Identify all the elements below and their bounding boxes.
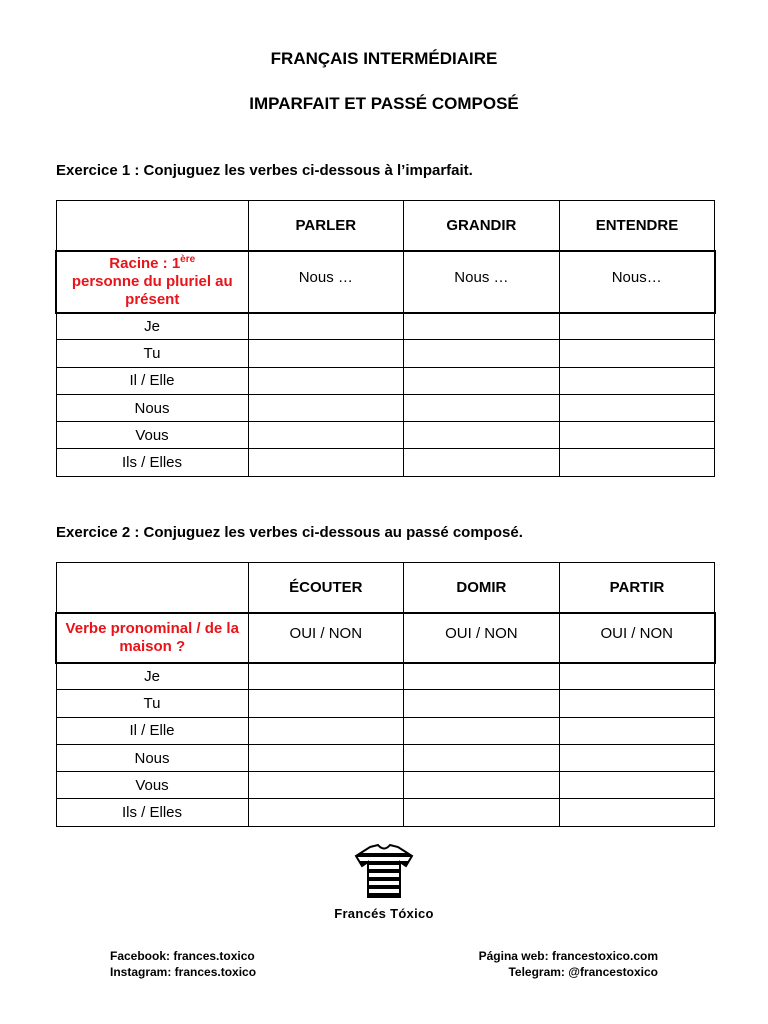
answer-cell[interactable]: [248, 422, 404, 449]
answer-cell[interactable]: [248, 744, 404, 771]
answer-cell[interactable]: [559, 717, 715, 744]
answer-cell[interactable]: [404, 772, 560, 799]
telegram-link[interactable]: Telegram: @francestoxico: [508, 965, 658, 979]
table-corner-cell: [56, 201, 248, 251]
verb-header: DOMIR: [404, 563, 560, 613]
verb-header: ENTENDRE: [559, 201, 715, 251]
root-value: Nous …: [404, 251, 560, 313]
answer-cell[interactable]: [404, 340, 560, 367]
table-corner-cell: [56, 563, 248, 613]
oui-non-value[interactable]: OUI / NON: [404, 613, 560, 663]
pronoun-cell: Je: [56, 313, 248, 340]
answer-cell[interactable]: [559, 394, 715, 421]
pronoun-cell: Ils / Elles: [56, 449, 248, 476]
page-subtitle: IMPARFAIT ET PASSÉ COMPOSÉ: [249, 94, 519, 113]
brand-name: Francés Tóxico: [334, 906, 434, 921]
pronoun-cell: Ils / Elles: [56, 799, 248, 826]
answer-cell[interactable]: [404, 663, 560, 690]
answer-cell[interactable]: [248, 717, 404, 744]
pronoun-cell: Je: [56, 663, 248, 690]
pronoun-cell: Vous: [56, 772, 248, 799]
pronoun-cell: Vous: [56, 422, 248, 449]
exercise-2-table: [55, 562, 716, 827]
striped-shirt-icon: [354, 844, 414, 898]
root-label: [56, 251, 248, 313]
verb-header: PARLER: [248, 201, 404, 251]
answer-cell[interactable]: [404, 717, 560, 744]
answer-cell[interactable]: [404, 799, 560, 826]
facebook-link[interactable]: Facebook: frances.toxico: [110, 949, 255, 963]
answer-cell[interactable]: [559, 663, 715, 690]
root-value: Nous …: [248, 251, 404, 313]
answer-cell[interactable]: [404, 744, 560, 771]
answer-cell[interactable]: [248, 394, 404, 421]
answer-cell[interactable]: [559, 690, 715, 717]
answer-cell[interactable]: [559, 799, 715, 826]
answer-cell[interactable]: [248, 772, 404, 799]
pronoun-cell: Tu: [56, 690, 248, 717]
answer-cell[interactable]: [404, 422, 560, 449]
pronoun-cell: Nous: [56, 744, 248, 771]
answer-cell[interactable]: [559, 340, 715, 367]
root-value: Nous…: [559, 251, 715, 313]
answer-cell[interactable]: [404, 367, 560, 394]
answer-cell[interactable]: [404, 394, 560, 421]
answer-cell[interactable]: [248, 313, 404, 340]
answer-cell[interactable]: [559, 772, 715, 799]
answer-cell[interactable]: [559, 313, 715, 340]
answer-cell[interactable]: [404, 313, 560, 340]
page-title: FRANÇAIS INTERMÉDIAIRE: [270, 49, 498, 68]
answer-cell[interactable]: [248, 340, 404, 367]
answer-cell[interactable]: [559, 449, 715, 476]
answer-cell[interactable]: [248, 690, 404, 717]
root-label-prefix: Racine : 1: [109, 254, 181, 272]
answer-cell[interactable]: [559, 744, 715, 771]
answer-cell[interactable]: [248, 799, 404, 826]
pronoun-cell: Il / Elle: [56, 717, 248, 744]
answer-cell[interactable]: [404, 449, 560, 476]
root-label-rest: personne du pluriel au présent: [71, 272, 233, 308]
exercise-2-instruction: Exercice 2 : Conjuguez les verbes ci-dessous au passé composé.: [56, 524, 523, 541]
instagram-link[interactable]: Instagram: frances.toxico: [110, 965, 257, 979]
oui-non-value[interactable]: OUI / NON: [559, 613, 715, 663]
answer-cell[interactable]: [248, 449, 404, 476]
pronominal-label: Verbe pronominal / de la maison ?: [56, 613, 248, 663]
verb-header: PARTIR: [559, 563, 715, 613]
answer-cell[interactable]: [559, 422, 715, 449]
answer-cell[interactable]: [404, 690, 560, 717]
pronoun-cell: Tu: [56, 340, 248, 367]
oui-non-value[interactable]: OUI / NON: [248, 613, 404, 663]
exercise-1-instruction: Exercice 1 : Conjuguez les verbes ci-dessous à l’imparfait.: [56, 162, 473, 179]
answer-cell[interactable]: [559, 367, 715, 394]
exercise-1-table: [55, 200, 716, 477]
root-label-sup: ère: [180, 253, 196, 265]
answer-cell[interactable]: [248, 663, 404, 690]
website-link[interactable]: Página web: francestoxico.com: [478, 949, 658, 963]
verb-header: GRANDIR: [404, 201, 560, 251]
verb-header: ÉCOUTER: [248, 563, 404, 613]
footer-social-right: [479, 948, 658, 980]
answer-cell[interactable]: [248, 367, 404, 394]
footer-social-left: [110, 948, 256, 980]
pronoun-cell: Il / Elle: [56, 367, 248, 394]
pronoun-cell: Nous: [56, 394, 248, 421]
